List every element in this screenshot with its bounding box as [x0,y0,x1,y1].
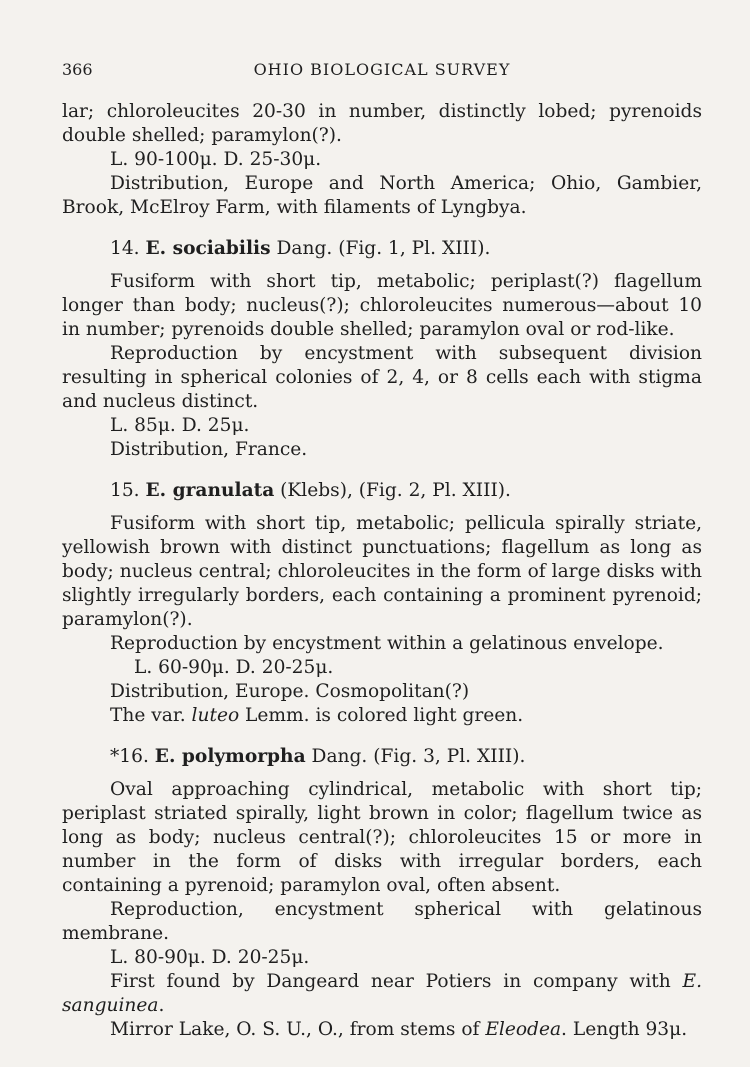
measurement-line: L. 80-90μ. D. 20-25μ. [110,947,310,968]
species-name: E. sociabilis [145,238,271,259]
species-ref: E. sanguinea [62,971,702,1016]
measurement-line: L. 90-100μ. D. 25-30μ. [110,149,322,170]
species-number: 15. [110,480,140,501]
species-heading-14 [62,237,702,261]
location-note [62,1018,702,1042]
measurement-line: L. 85μ. D. 25μ. [110,415,250,436]
reproduction-paragraph: Reproduction by encystment with subsequent division resulting in spherical colonies of 2, 4, or 8 cells each with stigma and nucleus distinct. [62,343,702,412]
text-span: First found by Dangeard near Potiers in company with [110,971,683,992]
species-authority: Dang. (Fig. 1, Pl. XIII). [270,238,491,259]
species-number: 14. [110,238,140,259]
measurement-line: L. 60-90μ. D. 20-25μ. [134,657,334,678]
distribution-paragraph: Distribution, Europe. Cosmopolitan(?) [110,681,470,702]
species-heading-15 [62,479,702,503]
reproduction-paragraph: Reproduction, encystment spherical with gelatinous membrane. [62,899,702,944]
species-authority: (Klebs), (Fig. 2, Pl. XIII). [274,480,511,501]
text-span: . [158,995,165,1016]
reproduction-paragraph: Reproduction by encystment within a gelatinous envelope. [110,633,664,654]
text-span: . Length 93μ. [561,1019,688,1040]
text-span: The var. [110,705,192,726]
variety-name: luteo [191,705,240,726]
distribution-paragraph: Distribution, Europe and North America; Ohio, Gambier, Brook, McElroy Farm, with filaments of Lyngbya. [62,173,702,218]
species-number: *16. [110,746,149,767]
paragraph: lar; chloroleucites 20-30 in number, distinctly lobed; pyrenoids double shelled; paramylon(?). [62,101,702,146]
species-authority: Dang. (Fig. 3, Pl. XIII). [305,746,526,767]
species-name: E. polymorpha [154,746,306,767]
discovery-note [62,970,702,1018]
page-header [62,60,702,84]
distribution-paragraph: Distribution, France. [110,439,308,460]
species-heading-16 [62,745,702,769]
description-paragraph: Fusiform with short tip, metabolic; pellicula spirally striate, yellowish brown with distinct punctuations; flagellum as long as body; nucleus central; chloroleucites in the form of large disks with slightly irregularly borders, each containing a prominent pyrenoid; paramylon(?). [62,513,702,630]
plant-name: Eleodea [485,1019,562,1040]
variety-note [62,704,702,728]
species-name: E. granulata [145,480,275,501]
text-span: Lemm. is colored light green. [239,705,524,726]
page-number: 366 [62,60,93,79]
text-span: Mirror Lake, O. S. U., O., from stems of [110,1019,486,1040]
running-head: OHIO BIOLOGICAL SURVEY [253,60,511,79]
description-paragraph: Fusiform with short tip, metabolic; periplast(?) flagellum longer than body; nucleus(?); chloroleucites numerous—about 10 in number; pyrenoids double shelled; paramylon oval or rod-like. [62,271,702,340]
description-paragraph: Oval approaching cylindrical, metabolic with short tip; periplast striated spirally, light brown in color; flagellum twice as long as body; nucleus central(?); chloroleucites 15 or more in number in the form of disks with irregular borders, each containing a pyrenoid; paramylon oval, often absent. [62,779,702,896]
page-body [62,100,702,1042]
